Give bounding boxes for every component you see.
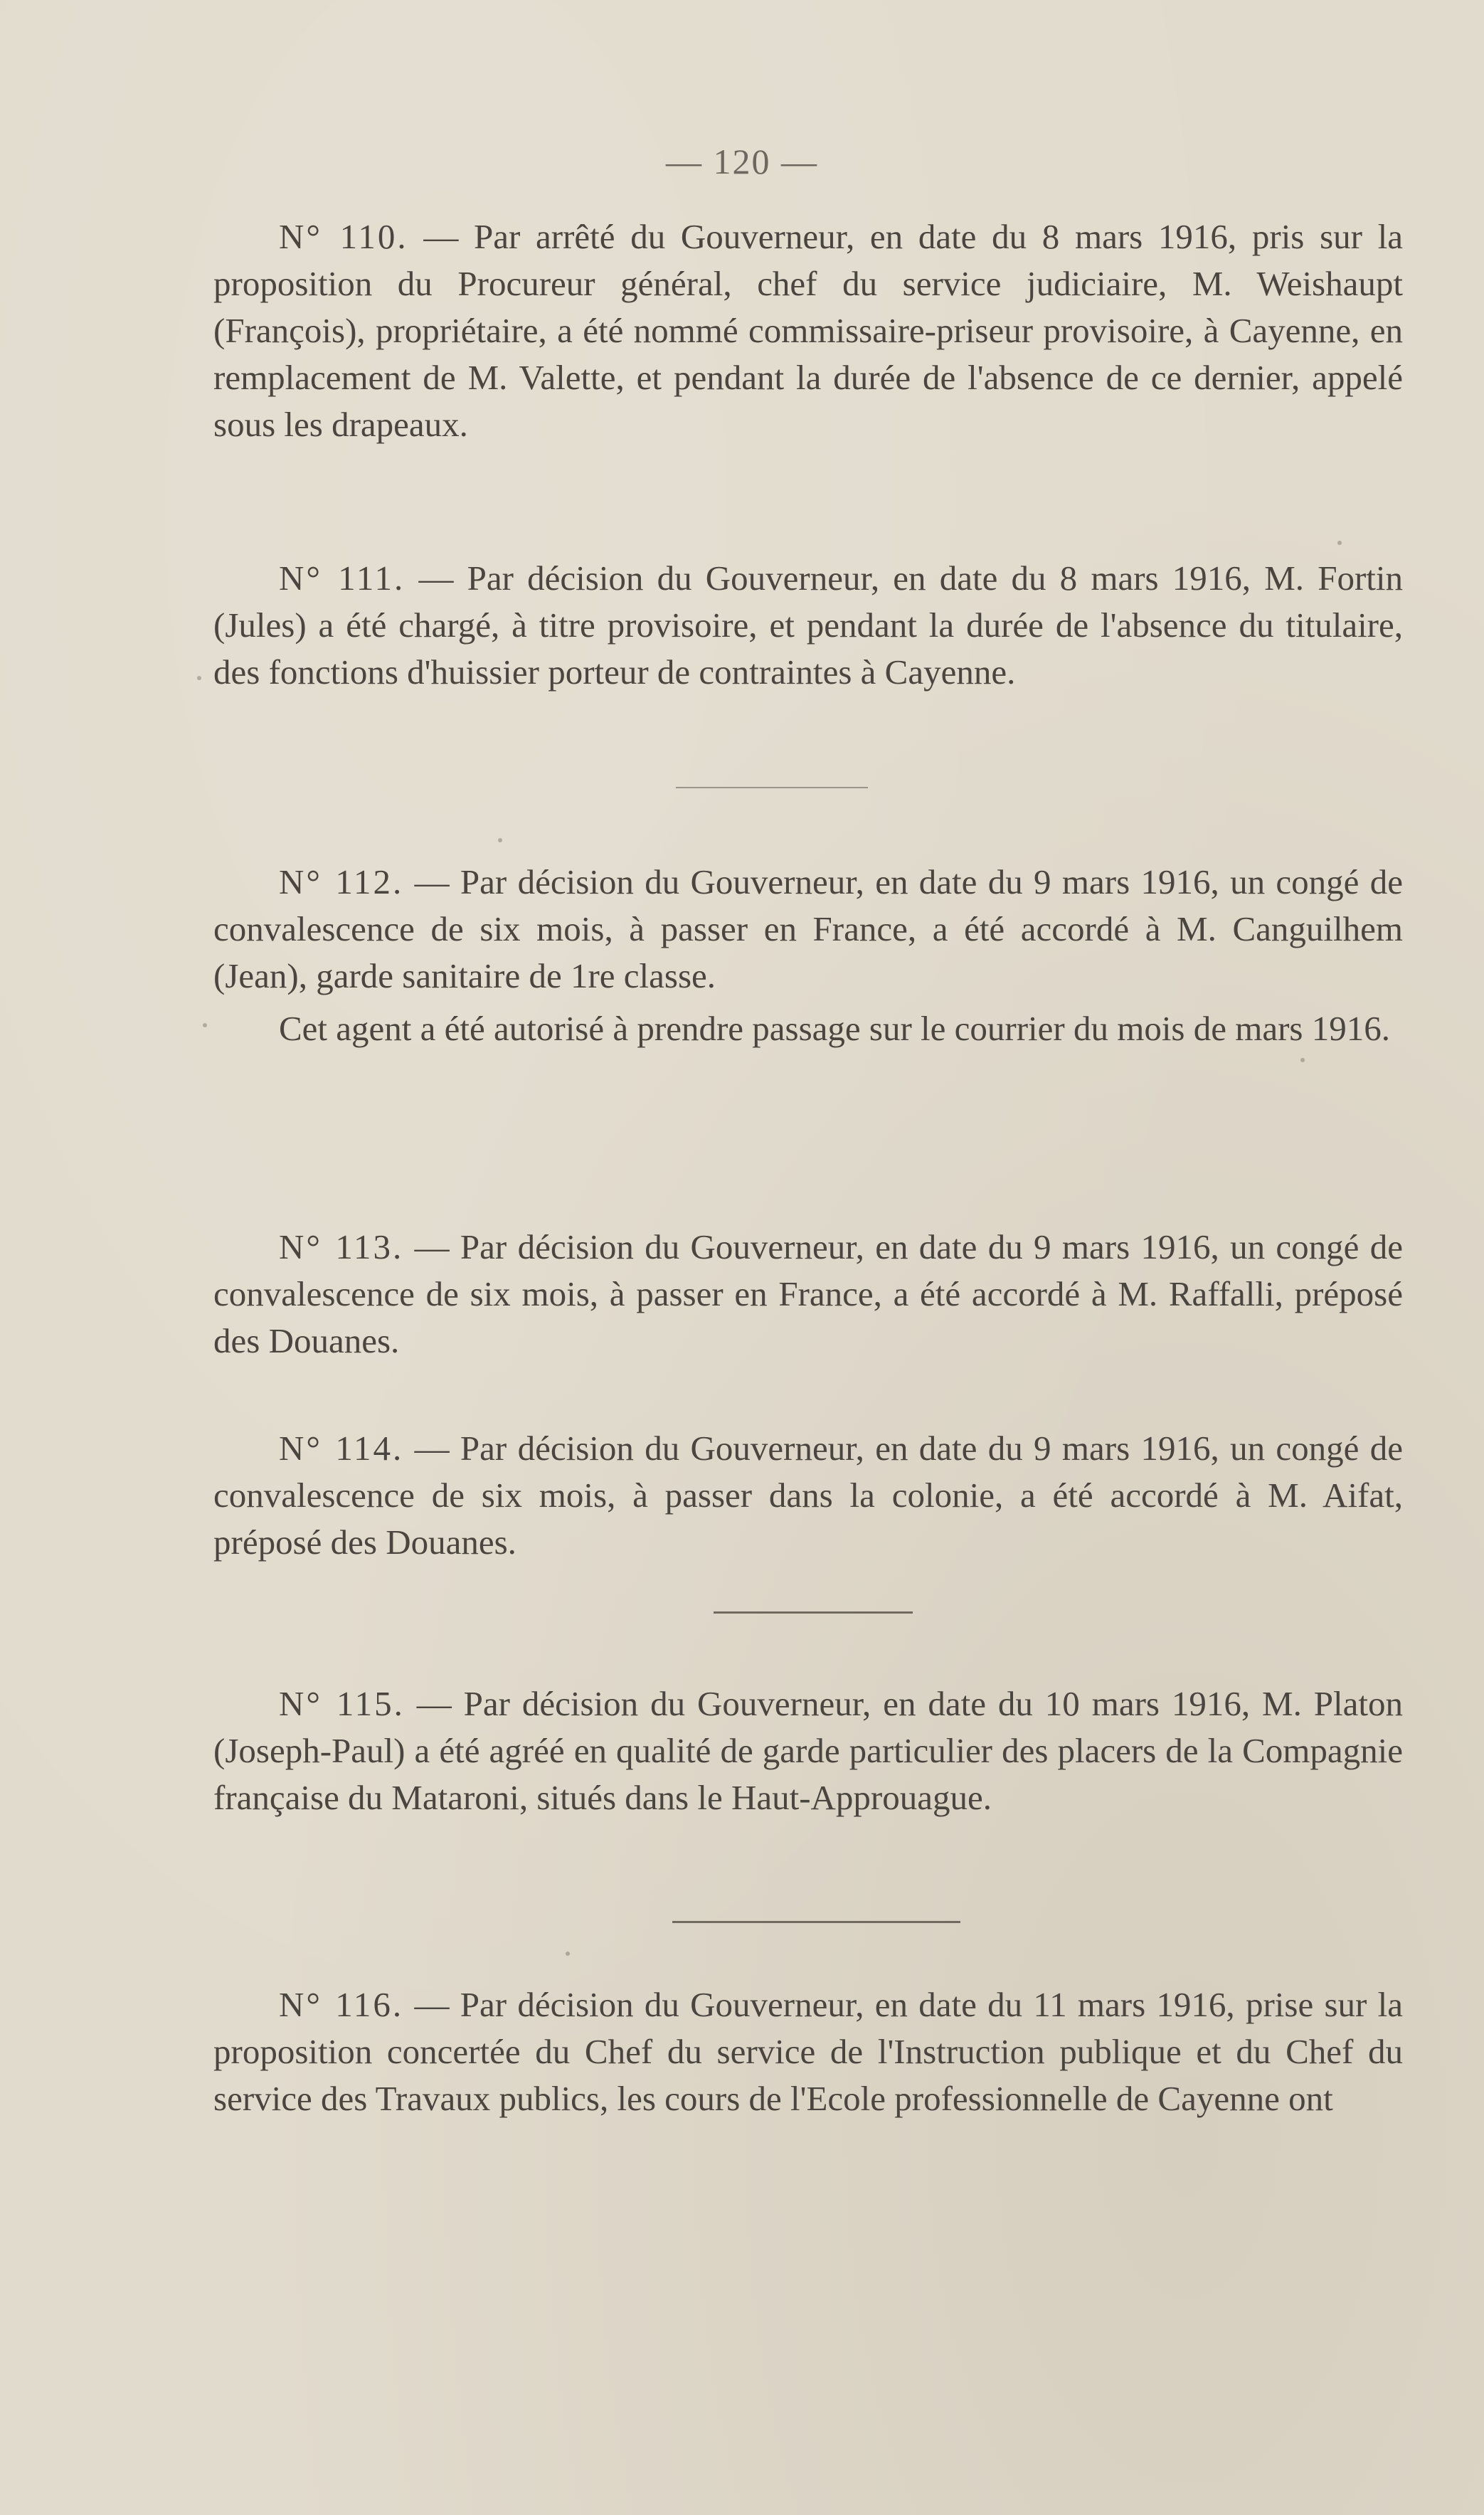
section-divider: [672, 1921, 960, 1923]
entry-number: N° 114.: [279, 1429, 404, 1468]
entry-text: — Par décision du Gouverneur, en date du 8 mars 1916, M. Fortin (Jules) a été chargé, à titre provisoire, et pendant la durée de l'absence du titulaire, des fonctions d'huissier porteur de contraintes à Cayenne.: [213, 558, 1404, 692]
entry-text: — Par décision du Gouverneur, en date du 9 mars 1916, un congé de convalescence de six mois, à passer en France, a été accordé à M. Raffalli, préposé des Douanes.: [213, 1227, 1403, 1360]
entry-number: N° 110.: [279, 217, 408, 256]
entry-text: — Par décision du Gouverneur, en date du 10 mars 1916, M. Platon (Joseph-Paul) a été agréé en qualité de garde particulier des placers de la Compagnie française du Mataroni, situés dans le Haut-Approuague.: [213, 1684, 1403, 1817]
entry-text: — Par décision du Gouverneur, en date du 9 mars 1916, un congé de convalescence de six mois, à passer en France, a été accordé à M. Canguilhem (Jean), garde sanitaire de 1re classe.: [213, 862, 1403, 995]
entry-paragraph: [213, 1224, 1403, 1365]
entry-paragraph: Cet agent a été autorisé à prendre passage sur le courrier du mois de mars 1916.: [279, 1009, 1390, 1048]
entry-paragraph: [213, 555, 1403, 696]
entry-number: N° 113.: [279, 1227, 404, 1266]
entry-116: [213, 1981, 1403, 2122]
section-divider: [714, 1611, 913, 1614]
section-divider: [676, 787, 868, 788]
paper-speck: [1300, 1058, 1305, 1062]
paper-speck: [1337, 541, 1342, 545]
entry-text: — Par décision du Gouverneur, en date du 9 mars 1916, un congé de convalescence de six mois, à passer dans la colonie, a été accordé à M. Aifat, préposé des Douanes.: [213, 1429, 1403, 1562]
entry-paragraph: [213, 1425, 1403, 1566]
entry-paragraph: [213, 859, 1403, 1000]
entry-number: N° 115.: [279, 1684, 405, 1723]
page-number: — 120 —: [666, 142, 818, 181]
paper-speck: [203, 1023, 207, 1027]
entry-113: [213, 1224, 1403, 1365]
paper-speck: [197, 676, 201, 680]
entry-number: N° 116.: [279, 1985, 404, 2024]
paper-speck: [498, 838, 502, 842]
entry-text: — Par arrêté du Gouverneur, en date du 8 mars 1916, pris sur la proposition du Procureur général, chef du service judiciaire, M. Weishaupt (François), propriétaire, a été nommé commissaire-priseur provisoire, à Cayenne, en remplacement de M. Valette, et pendant la durée de l'absence de ce dernier, appelé sous les drapeaux.: [213, 217, 1404, 444]
entry-112: [213, 859, 1403, 1052]
entry-number: N° 112.: [279, 862, 404, 901]
entry-111: [213, 555, 1403, 696]
entry-number: N° 111.: [279, 558, 406, 598]
entry-110: [213, 213, 1403, 448]
entry-114: [213, 1425, 1403, 1566]
entry-paragraph: [213, 1981, 1403, 2122]
entry-text: — Par décision du Gouverneur, en date du 11 mars 1916, prise sur la proposition concertée du Chef du service de l'Instruction publique et du Chef du service des Travaux publics, les cours de l'Ecole professionnelle de Cayenne ont: [213, 1985, 1403, 2118]
entry-paragraph: [213, 213, 1403, 448]
entry-paragraph: [213, 1680, 1403, 1821]
paper-speck: [566, 1952, 570, 1956]
entry-115: [213, 1680, 1403, 1821]
